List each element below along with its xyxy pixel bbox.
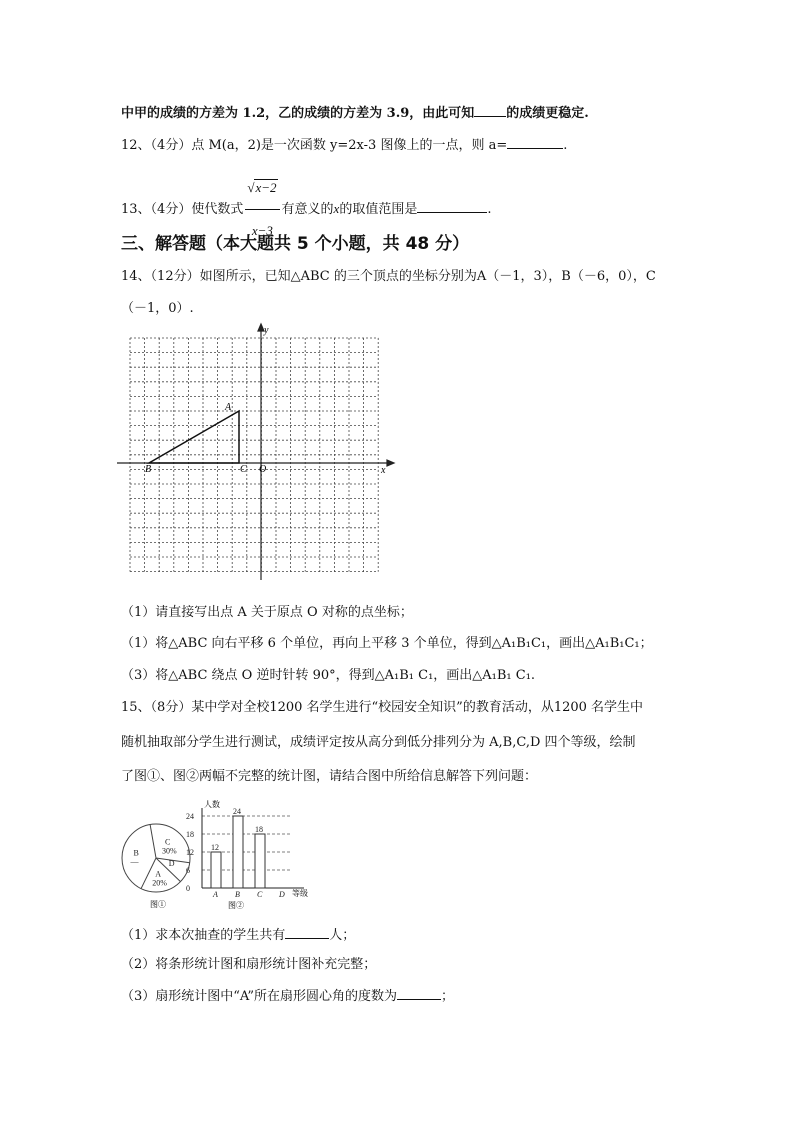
vertex-b-label: B xyxy=(145,464,152,475)
q15-sub3-blank[interactable] xyxy=(397,986,441,1000)
bar-category-a: A xyxy=(213,890,218,899)
x-label: x xyxy=(381,465,386,476)
q13-blank[interactable] xyxy=(417,199,487,213)
q12-blank[interactable] xyxy=(507,135,563,149)
sqrt-sign: √ xyxy=(247,180,255,195)
q15-sub1-line xyxy=(121,925,355,945)
x-axis-arrow-icon xyxy=(387,460,394,466)
q15-stem-2: 随机抽取部分学生进行测试，成绩评定按从高分到低分排列分为 A,B,C,D 四个等级，绘制 xyxy=(121,735,636,750)
q11-line xyxy=(121,103,589,123)
q13-denominator: x−3 xyxy=(251,223,273,238)
q14-sub2: （1）将△ABC 向右平移 6 个单位，再向上平移 3 个单位，得到△A₁B₁C₁，画出△A₁B₁C₁； xyxy=(121,636,653,651)
pie-slice-percent: 20% xyxy=(152,878,167,888)
q15-sub1-end: 人； xyxy=(329,928,356,943)
origin-label: O xyxy=(259,464,267,475)
q13-mid: 有意义的 xyxy=(281,202,334,217)
q15-sub3-line xyxy=(121,986,454,1006)
q11-blank[interactable] xyxy=(474,103,506,117)
bar-b xyxy=(233,816,243,888)
q15-sub2: （2）将条形统计图和扇形统计图补充完整； xyxy=(121,957,377,972)
q15-stem-1: 15、（8分）某中学对全校1200 名学生进行“校园安全知识”的教育活动，从1200 名学生中 xyxy=(121,700,644,715)
pie-slice-percent: — xyxy=(130,857,139,867)
bar-ytick: 6 xyxy=(186,866,190,875)
bar-data-label: 12 xyxy=(211,843,219,852)
grid-lines xyxy=(130,338,378,572)
q13-end: . xyxy=(487,202,492,217)
q13-text: 13、（4分）使代数式 xyxy=(121,202,244,217)
q14-sub1: （1）请直接写出点 A 关于原点 O 对称的点坐标； xyxy=(121,605,413,620)
q13-line xyxy=(121,168,492,238)
q15-sub3: （3）扇形统计图中“A”所在扇形圆心角的度数为 xyxy=(121,989,398,1004)
bar-ytick: 12 xyxy=(186,848,194,857)
bar-category-c: C xyxy=(257,890,263,899)
q12-line xyxy=(121,135,567,155)
bar-data-label: 18 xyxy=(255,825,263,834)
bar-a xyxy=(211,852,221,888)
pie-slice-label-c: C xyxy=(164,837,171,847)
pie-slice-label-d: D xyxy=(168,859,175,869)
bar-category-d: D xyxy=(279,890,285,899)
vertex-a-label: A xyxy=(225,402,232,413)
q15-stem-3: 了图①、图②两幅不完整的统计图，请结合图中所给信息解答下列问题： xyxy=(121,769,538,784)
bar-ylabel: 人数 xyxy=(204,800,220,809)
q11-end: 的成绩更稳定. xyxy=(506,106,589,121)
q14-stem-2: （－1，0）. xyxy=(121,301,194,316)
q15-sub3-end: ； xyxy=(441,989,455,1004)
pie-slice-label-a: A xyxy=(155,869,162,879)
pie-caption: 图① xyxy=(150,900,166,909)
bar-xlabel: 等级 xyxy=(292,889,308,898)
q14-sub3: （3）将△ABC 绕点 O 逆时针转 90°，得到△A₁B₁ C₁，画出△A₁B₁ C₁. xyxy=(121,668,536,683)
bar-chart xyxy=(184,800,336,912)
q15-sub1: （1）求本次抽查的学生共有 xyxy=(121,928,286,943)
bar-ytick: 18 xyxy=(186,830,194,839)
section-heading: 三、解答题（本大题共 5 个小题，共 48 分） xyxy=(121,234,470,254)
coordinate-grid-figure xyxy=(115,322,400,584)
bar-ytick: 0 xyxy=(186,884,190,893)
q15-sub1-blank[interactable] xyxy=(285,925,329,939)
pie-slice-label-b: B xyxy=(133,848,139,858)
bar-caption: 图② xyxy=(228,901,244,910)
vertex-c-label: C xyxy=(240,464,247,475)
bar-ytick: 24 xyxy=(186,812,194,821)
q12-end: . xyxy=(563,138,568,153)
triangle-abc xyxy=(149,411,239,463)
q14-stem-1: 14、（12分）如图所示，已知△ABC 的三个顶点的坐标分别为A（－1，3），B（－6，0），C xyxy=(121,269,656,284)
q13-post: 的取值范围是 xyxy=(339,202,418,217)
q12-text: 12、（4分）点 M(a，2)是一次函数 y=2x-3 图像上的一点，则 a= xyxy=(121,138,508,153)
axes xyxy=(117,324,394,580)
q11-text: 中甲的成绩的方差为 1.2，乙的成绩的方差为 3.9，由此可知 xyxy=(121,106,475,121)
bar-category-b: B xyxy=(235,890,240,899)
bar-c xyxy=(255,834,265,888)
q13-numerator: x−2 xyxy=(255,180,277,195)
pie-slice-percent: 30% xyxy=(161,846,177,856)
q13-var: x xyxy=(333,201,340,216)
bar-data-label: 24 xyxy=(233,807,241,816)
y-label: y xyxy=(264,325,269,336)
